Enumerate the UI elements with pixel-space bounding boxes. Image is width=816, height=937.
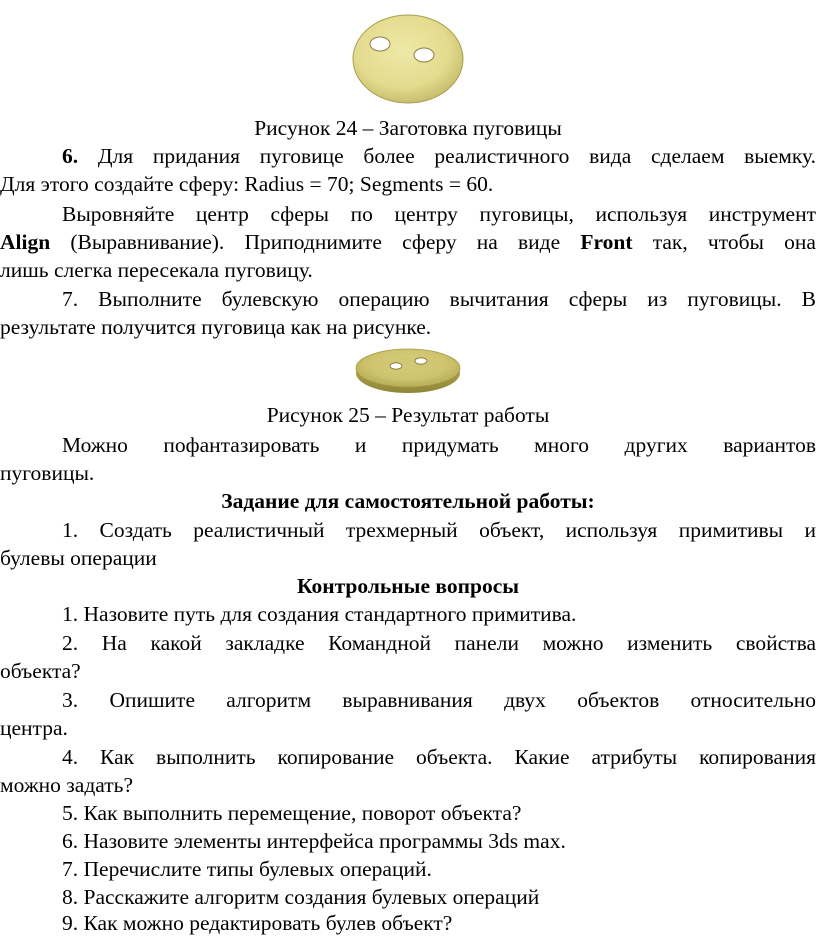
paragraph-6-text: Для придания пуговице более реалистичного вида сделаем выемку.	[97, 144, 816, 168]
question-7	[0, 856, 816, 882]
button-blank-icon	[348, 10, 468, 105]
figure-24	[0, 10, 816, 111]
figure-25-caption: Рисунок 25 – Результат работы	[266, 403, 550, 427]
paragraph-align-line-3: лишь слегка пересекала пуговицу.	[0, 258, 313, 282]
task-line-1	[0, 517, 816, 543]
question-9-text: 9. Как можно редактировать булев объект?	[62, 911, 453, 935]
question-2-line-2: объекта?	[0, 659, 81, 683]
front-term: Front	[580, 230, 633, 254]
question-4-line-1	[0, 744, 816, 770]
task-line-2: булевы операции	[0, 546, 157, 570]
question-2-text: 2. На какой закладке Командной панели можно изменить свойства	[62, 631, 816, 655]
question-3-line-1	[0, 687, 816, 713]
paragraph-6-line-2: Для этого создайте сферу: Radius = 70; Segments = 60.	[0, 172, 494, 196]
question-6-text: 6. Назовите элементы интерфейса программы 3ds max.	[62, 829, 566, 853]
question-4-text: 4. Как выполнить копирование объекта. Какие атрибуты копирования	[62, 745, 816, 769]
paragraph-fantasy-line-2: пуговицы.	[0, 461, 95, 485]
paragraph-fantasy-line-1	[0, 432, 816, 458]
question-8	[0, 884, 816, 910]
question-3-line-2: центра.	[0, 716, 68, 740]
question-6	[0, 828, 816, 854]
question-3-text: 3. Опишите алгоритм выравнивания двух объектов относительно	[62, 688, 816, 712]
align-term: Align	[0, 230, 51, 254]
questions-heading: Контрольные вопросы	[296, 574, 520, 598]
paragraph-align-end: так, чтобы она	[632, 230, 816, 254]
question-1	[0, 601, 816, 627]
step-number: 6.	[62, 144, 79, 168]
question-2-line-1	[0, 630, 816, 656]
question-4-line-2: можно задать?	[0, 773, 134, 797]
task-text: 1. Создать реалистичный трехмерный объект, используя примитивы и	[62, 518, 816, 542]
paragraph-align-line-1	[0, 201, 816, 227]
paragraph-align-line-2	[0, 229, 816, 255]
paragraph-align-text: Выровняйте центр сферы по центру пуговицы, используя инструмент	[62, 202, 816, 226]
task-heading: Задание для самостоятельной работы:	[221, 489, 595, 513]
paragraph-6-line-1	[0, 143, 816, 169]
question-8-text: 8. Расскажите алгоритм создания булевых операций	[62, 885, 540, 909]
paragraph-7-line-1	[0, 286, 816, 312]
figure-24-caption: Рисунок 24 – Заготовка пуговицы	[254, 116, 562, 140]
paragraph-align-mid: (Выравнивание). Приподнимите сферу на виде	[50, 230, 581, 254]
question-1-text: 1. Назовите путь для создания стандартного примитива.	[62, 602, 577, 626]
paragraph-fantasy-text: Можно пофантазировать и придумать много других вариантов	[62, 433, 816, 457]
paragraph-7-text: 7. Выполните булевскую операцию вычитания сферы из пуговицы. В	[62, 287, 816, 311]
question-9	[0, 910, 816, 936]
paragraph-7-line-2: результате получится пуговица как на рисунке.	[0, 315, 432, 339]
finished-button-icon	[353, 345, 463, 395]
question-5	[0, 800, 816, 826]
question-7-text: 7. Перечислите типы булевых операций.	[62, 857, 432, 881]
question-5-text: 5. Как выполнить перемещение, поворот объекта?	[62, 801, 522, 825]
figure-25	[0, 345, 816, 401]
